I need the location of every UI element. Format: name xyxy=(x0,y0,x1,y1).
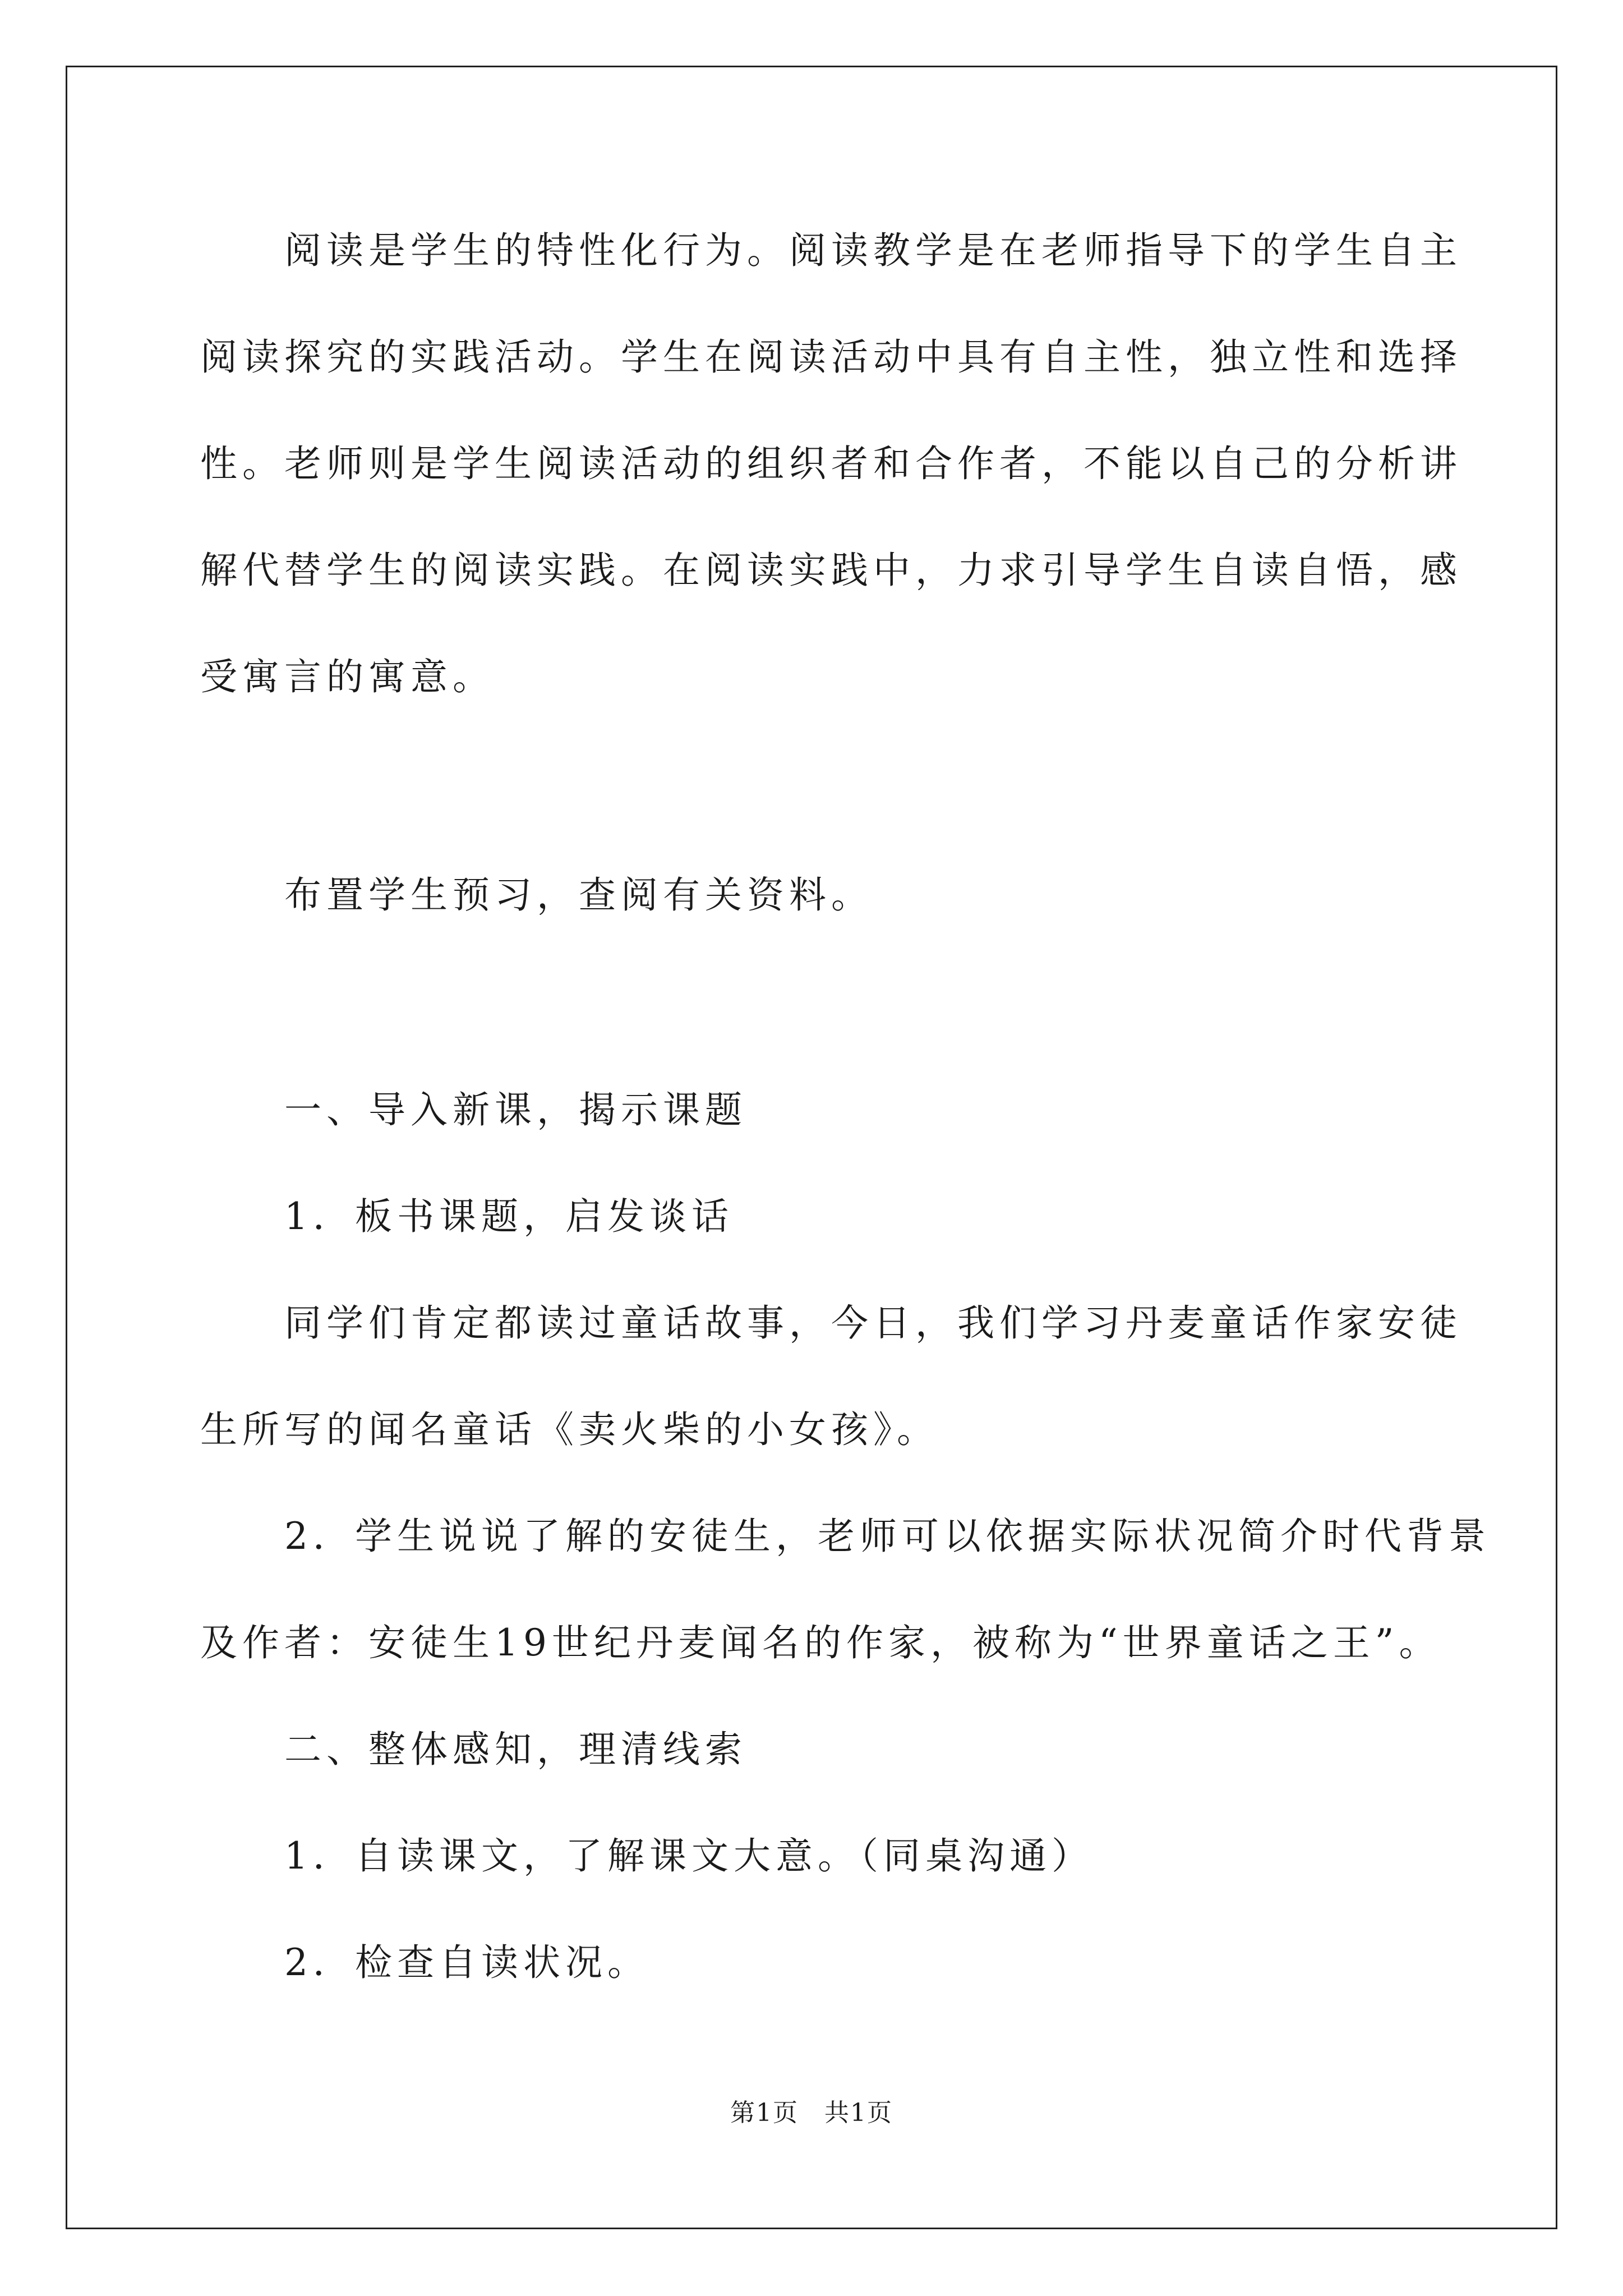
heading-1: 一、导入新课，揭示课题 xyxy=(200,1088,747,1131)
paragraph-2: 布置学生预习，查阅有关资料。 xyxy=(200,873,873,917)
paragraph-3-line-1: 同学们肯定都读过童话故事，今日，我们学习丹麦童话作家安徒 xyxy=(200,1301,1462,1345)
paragraph-1-line-5: 受寓言的寓意。 xyxy=(200,655,495,698)
page-frame xyxy=(66,66,1557,2229)
paragraph-1-line-2: 阅读探究的实践活动。学生在阅读活动中具有自主性，独立性和选择 xyxy=(200,335,1462,379)
item-2: 1．自读课文，了解课文大意。（同桌沟通） xyxy=(200,1834,1094,1878)
item-1: 1．板书课题，启发谈话 xyxy=(200,1195,734,1238)
paragraph-1-line-4: 解代替学生的阅读实践。在阅读实践中，力求引导学生自读自悟，感 xyxy=(200,549,1462,592)
paragraph-4-line-1: 2．学生说说了解的安徒生，老师可以依据实际状况简介时代背景 xyxy=(200,1515,1491,1558)
paragraph-1-line-1: 阅读是学生的特性化行为。阅读教学是在老师指导下的学生自主 xyxy=(200,229,1462,272)
page-number-footer: 第1页 共1页 xyxy=(730,2099,893,2127)
paragraph-3-line-2: 生所写的闻名童话《卖火柴的小女孩》。 xyxy=(200,1408,939,1451)
heading-2: 二、整体感知，理清线索 xyxy=(200,1728,747,1771)
paragraph-1-line-3: 性。老师则是学生阅读活动的组织者和合作者，不能以自己的分析讲 xyxy=(200,442,1462,485)
item-3: 2．检查自读状况。 xyxy=(200,1941,649,1984)
paragraph-4-line-2: 及作者：安徒生19世纪丹麦闻名的作家，被称为“世界童话之王”。 xyxy=(200,1621,1441,1664)
